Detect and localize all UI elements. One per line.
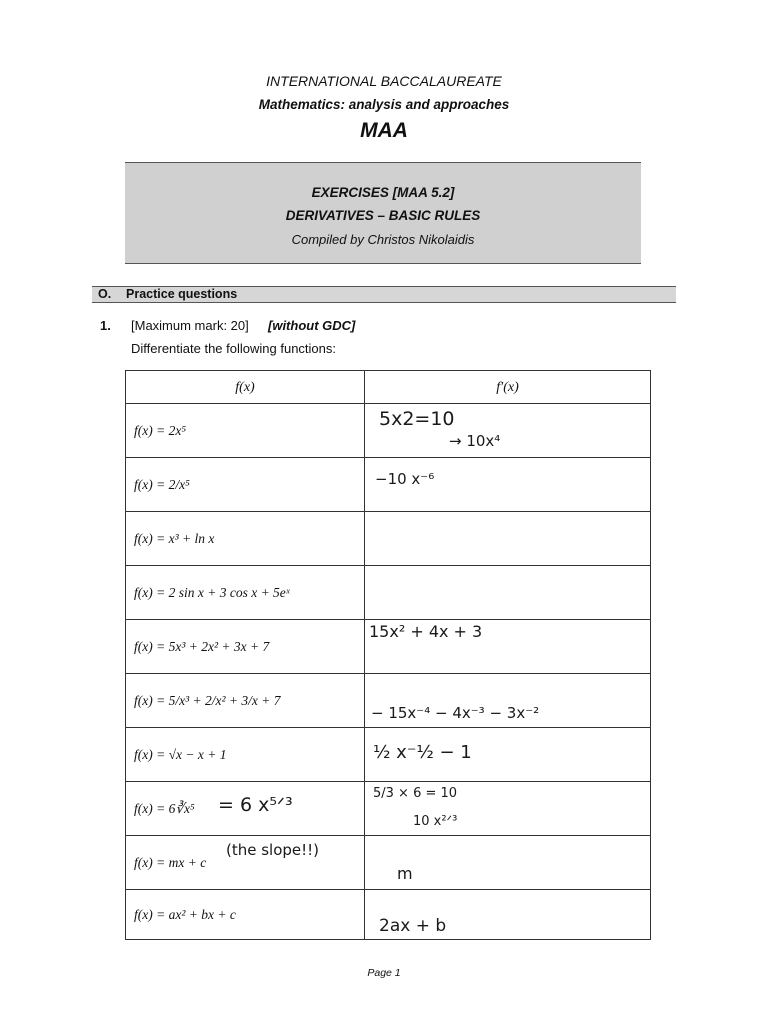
table-row (125, 889, 651, 940)
question-number: 1. (100, 318, 111, 333)
function-cell: f(x) = ax² + bx + c (134, 906, 236, 922)
answer-cell-line2: 10 x²ᐟ³ (413, 814, 458, 829)
answer-cell: −10 x⁻⁶ (375, 470, 435, 488)
org-name: INTERNATIONAL BACCALAUREATE (266, 73, 502, 89)
handwritten-note: (the slope!!) (226, 841, 320, 859)
question-gdc: [without GDC] (268, 318, 356, 333)
function-cell: f(x) = x³ + ln x (134, 530, 215, 546)
answer-cell: 15x² + 4x + 3 (369, 622, 483, 641)
section-number: O. (98, 287, 112, 301)
function-cell: f(x) = 2/x⁵ (134, 476, 190, 492)
table-row (125, 457, 651, 512)
title-box (125, 162, 641, 264)
answer-cell: m (397, 864, 413, 883)
derivatives-table (125, 370, 651, 940)
question-instruction: Differentiate the following functions: (131, 341, 336, 356)
exercise-title: EXERCISES [MAA 5.2] (311, 185, 455, 200)
table-row (125, 403, 651, 458)
table-row (125, 511, 651, 566)
answer-cell: 5x2=10 (379, 408, 455, 430)
section-title: Practice questions (126, 287, 238, 301)
table-row (125, 619, 651, 674)
course-code: MAA (360, 119, 408, 142)
section-header (92, 286, 676, 303)
answer-cell: ½ x⁻½ − 1 (373, 742, 472, 763)
page-footer: Page 1 (367, 967, 401, 979)
answer-cell-line2: → 10x⁴ (449, 432, 501, 450)
table-row (125, 565, 651, 620)
function-cell: f(x) = 6∛x⁵ (134, 800, 195, 816)
function-cell: f(x) = √x − x + 1 (134, 746, 227, 762)
answer-cell: 2ax + b (379, 916, 447, 936)
function-cell: f(x) = 2x⁵ (134, 422, 187, 438)
exercise-author: Compiled by Christos Nikolaidis (291, 232, 475, 247)
function-cell: f(x) = 2 sin x + 3 cos x + 5eˣ (134, 584, 290, 600)
table-header-row (125, 370, 651, 404)
header-fx: f(x) (125, 370, 365, 404)
question-marks: [Maximum mark: 20] (131, 318, 249, 333)
handwritten-note: = 6 x⁵ᐟ³ (218, 794, 293, 816)
header-fprime: f′(x) (364, 370, 651, 404)
table-row (125, 835, 651, 890)
answer-cell: 5/3 × 6 = 10 (373, 786, 458, 801)
function-cell: f(x) = 5/x³ + 2/x² + 3/x + 7 (134, 692, 281, 708)
table-row (125, 781, 651, 836)
table-row (125, 673, 651, 728)
answer-cell: − 15x⁻⁴ − 4x⁻³ − 3x⁻² (371, 704, 540, 722)
course-name: Mathematics: analysis and approaches (258, 97, 510, 112)
function-cell: f(x) = 5x³ + 2x² + 3x + 7 (134, 638, 270, 654)
table-row (125, 727, 651, 782)
function-cell: f(x) = mx + c (134, 854, 207, 870)
exercise-topic: DERIVATIVES – BASIC RULES (285, 208, 481, 223)
